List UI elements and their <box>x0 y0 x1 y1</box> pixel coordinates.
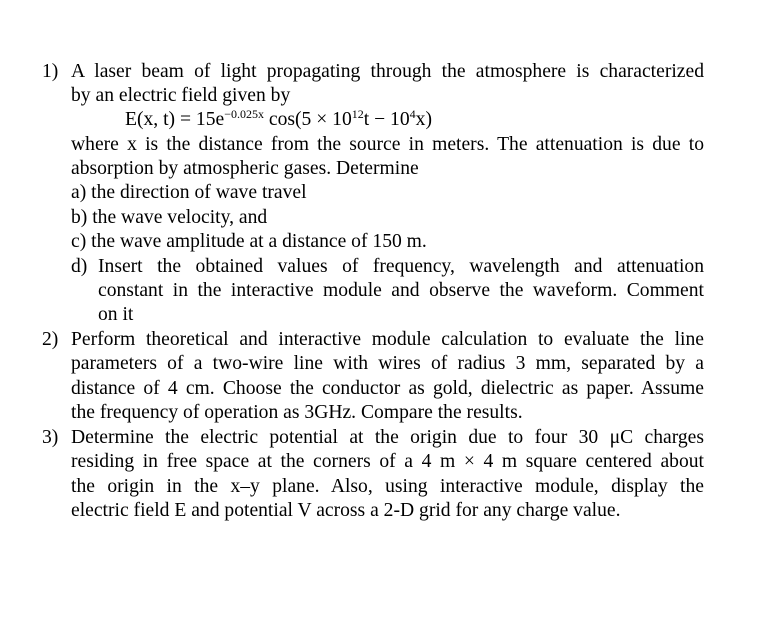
equation-part-a: E(x, t) = 15e <box>125 109 225 130</box>
equation-part-d: x) <box>415 109 432 130</box>
question-1-part-a: a) the direction of wave travel <box>71 182 307 203</box>
question-2-number: 2) <box>42 329 59 350</box>
question-3-line-1: Determine the electric potential at the origin due to four 30 μC charges <box>71 427 704 448</box>
question-1-part-d-line-1: Insert the obtained values of frequency, wavelength and attenuation <box>98 256 704 277</box>
question-1-line-1: A laser beam of light propagating through the atmosphere is characterized <box>71 61 704 82</box>
question-1-part-d-line-2: constant in the interactive module and observe the waveform. Comment <box>98 280 704 301</box>
equation-part-c: t − 10 <box>363 109 410 130</box>
question-1-part-c: c) the wave amplitude at a distance of 150 m. <box>71 231 427 252</box>
question-3-line-2: residing in free space at the corners of a 4 m × 4 m square centered about <box>71 451 704 472</box>
question-2-line-2: parameters of a two-wire line with wires of radius 3 mm, separated by a <box>71 353 704 374</box>
equation-part-b: cos(5 × 10 <box>263 109 352 130</box>
equation-exponent-2: 12 <box>351 107 364 121</box>
question-3-line-4: electric field E and potential V across a 2-D grid for any charge value. <box>71 500 621 521</box>
question-3-line-3: the origin in the x–y plane. Also, using interactive module, display the <box>71 476 704 497</box>
question-1-part-b: b) the wave velocity, and <box>71 207 268 228</box>
question-1-line-4: absorption by atmospheric gases. Determine <box>71 158 419 179</box>
question-2-line-1: Perform theoretical and interactive module calculation to evaluate the line <box>71 329 704 350</box>
equation <box>125 108 432 132</box>
question-3-number: 3) <box>42 427 59 448</box>
equation-exponent-1: −0.025x <box>224 107 264 121</box>
question-1-part-d-line-3: on it <box>98 304 134 325</box>
question-1-line-2: by an electric field given by <box>71 85 291 106</box>
question-1-number: 1) <box>42 61 59 82</box>
question-1-line-3: where x is the distance from the source in meters. The attenuation is due to <box>71 134 704 155</box>
question-2-line-3: distance of 4 cm. Choose the conductor as gold, dielectric as paper. Assume <box>71 378 704 399</box>
equation-exponent-3: 4 <box>409 107 416 121</box>
question-1-part-d-number: d) <box>71 256 88 277</box>
question-2-line-4: the frequency of operation as 3GHz. Compare the results. <box>71 402 523 423</box>
